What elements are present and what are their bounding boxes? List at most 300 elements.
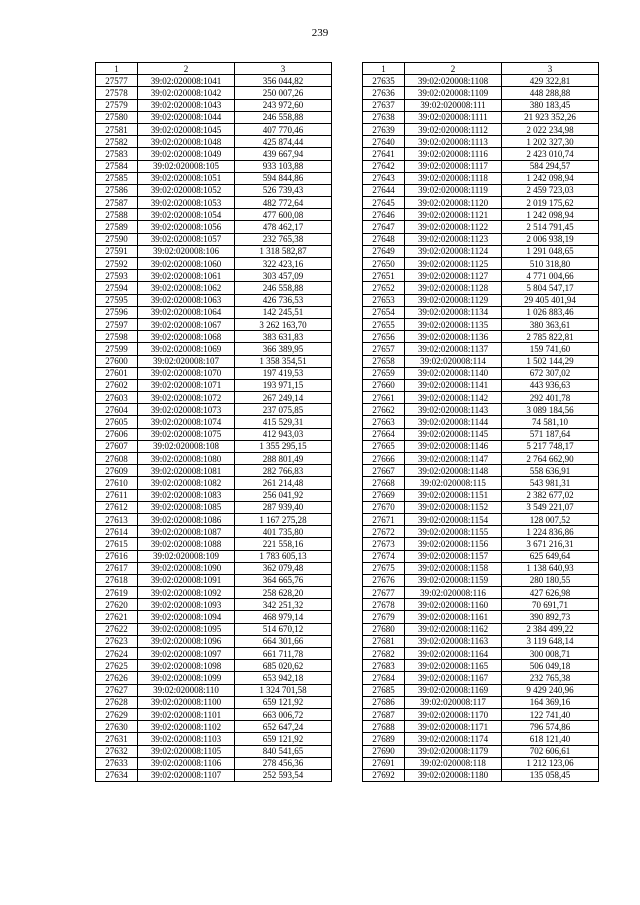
- value-cell: 29 405 401,94: [502, 294, 599, 306]
- value-cell: 280 180,55: [502, 574, 599, 586]
- cadastral-number-cell: 39:02:020008:1179: [405, 745, 502, 757]
- row-number-cell: 27667: [363, 465, 405, 477]
- row-number-cell: 27657: [363, 343, 405, 355]
- row-number-cell: 27583: [96, 148, 138, 160]
- row-number-cell: 27670: [363, 501, 405, 513]
- row-number-cell: 27593: [96, 270, 138, 282]
- column-header-cadastral: 2: [405, 63, 502, 75]
- table-row: [363, 428, 599, 440]
- cadastral-number-cell: 39:02:020008:1136: [405, 331, 502, 343]
- row-number-cell: 27584: [96, 160, 138, 172]
- table-row: [363, 136, 599, 148]
- table-row: [96, 367, 332, 379]
- cadastral-number-cell: 39:02:020008:1100: [138, 696, 235, 708]
- table-row: [96, 489, 332, 501]
- value-cell: 21 923 352,26: [502, 111, 599, 123]
- cadastral-number-cell: 39:02:020008:1160: [405, 599, 502, 611]
- table-row: [96, 306, 332, 318]
- row-number-cell: 27613: [96, 513, 138, 525]
- column-header-number: 1: [96, 63, 138, 75]
- cadastral-number-cell: 39:02:020008:1180: [405, 769, 502, 781]
- cadastral-number-cell: 39:02:020008:1064: [138, 306, 235, 318]
- cadastral-number-cell: 39:02:020008:1128: [405, 282, 502, 294]
- column-header-value: 3: [235, 63, 332, 75]
- table-row: [96, 258, 332, 270]
- cadastral-number-cell: 39:02:020008:1169: [405, 684, 502, 696]
- column-header-cadastral: 2: [138, 63, 235, 75]
- value-cell: 1 026 883,46: [502, 306, 599, 318]
- row-number-cell: 27597: [96, 318, 138, 330]
- cadastral-number-cell: 39:02:020008:117: [405, 696, 502, 708]
- row-number-cell: 27631: [96, 733, 138, 745]
- value-cell: 9 429 240,96: [502, 684, 599, 696]
- value-cell: 2 384 499,22: [502, 623, 599, 635]
- cadastral-number-cell: 39:02:020008:1107: [138, 769, 235, 781]
- cadastral-number-cell: 39:02:020008:1074: [138, 416, 235, 428]
- value-cell: 2 423 010,74: [502, 148, 599, 160]
- column-header-number: 1: [363, 63, 405, 75]
- value-cell: 1 783 605,13: [235, 550, 332, 562]
- row-number-cell: 27617: [96, 562, 138, 574]
- cadastral-number-cell: 39:02:020008:1054: [138, 209, 235, 221]
- table-row: [363, 148, 599, 160]
- row-number-cell: 27665: [363, 440, 405, 452]
- table-row: [96, 477, 332, 489]
- row-number-cell: 27590: [96, 233, 138, 245]
- row-number-cell: 27666: [363, 453, 405, 465]
- row-number-cell: 27603: [96, 392, 138, 404]
- row-number-cell: 27689: [363, 733, 405, 745]
- row-number-cell: 27581: [96, 123, 138, 135]
- value-cell: 197 419,53: [235, 367, 332, 379]
- row-number-cell: 27646: [363, 209, 405, 221]
- cadastral-number-cell: 39:02:020008:1135: [405, 318, 502, 330]
- value-cell: 3 089 184,56: [502, 404, 599, 416]
- table-row: [363, 769, 599, 781]
- row-number-cell: 27580: [96, 111, 138, 123]
- value-cell: 664 301,66: [235, 635, 332, 647]
- value-cell: 652 647,24: [235, 721, 332, 733]
- value-cell: 3 549 221,07: [502, 501, 599, 513]
- row-number-cell: 27653: [363, 294, 405, 306]
- row-number-cell: 27682: [363, 648, 405, 660]
- cadastral-number-cell: 39:02:020008:1072: [138, 392, 235, 404]
- row-number-cell: 27638: [363, 111, 405, 123]
- table-row: [363, 440, 599, 452]
- table-row: [363, 465, 599, 477]
- value-cell: 468 979,14: [235, 611, 332, 623]
- table-row: [363, 526, 599, 538]
- value-cell: 1 358 354,51: [235, 355, 332, 367]
- page-number: 239: [311, 27, 329, 39]
- row-number-cell: 27620: [96, 599, 138, 611]
- cadastral-number-cell: 39:02:020008:1113: [405, 136, 502, 148]
- value-cell: 362 079,48: [235, 562, 332, 574]
- value-cell: 288 801,49: [235, 453, 332, 465]
- cadastral-number-cell: 39:02:020008:1052: [138, 184, 235, 196]
- table-row: [363, 733, 599, 745]
- table-row: [363, 331, 599, 343]
- table-row: [363, 684, 599, 696]
- cadastral-number-cell: 39:02:020008:1075: [138, 428, 235, 440]
- value-cell: 401 735,80: [235, 526, 332, 538]
- register-table-right: [362, 62, 599, 782]
- table-row: [96, 160, 332, 172]
- cadastral-number-cell: 39:02:020008:1041: [138, 75, 235, 87]
- row-number-cell: 27643: [363, 172, 405, 184]
- table-row: [363, 416, 599, 428]
- row-number-cell: 27656: [363, 331, 405, 343]
- row-number-cell: 27626: [96, 672, 138, 684]
- row-number-cell: 27577: [96, 75, 138, 87]
- row-number-cell: 27629: [96, 708, 138, 720]
- cadastral-number-cell: 39:02:020008:1154: [405, 513, 502, 525]
- table-header: [96, 63, 332, 75]
- cadastral-number-cell: 39:02:020008:1071: [138, 379, 235, 391]
- value-cell: 232 765,38: [502, 672, 599, 684]
- value-cell: 256 041,92: [235, 489, 332, 501]
- row-number-cell: 27589: [96, 221, 138, 233]
- table-row: [96, 221, 332, 233]
- table-row: [96, 733, 332, 745]
- table-row: [363, 696, 599, 708]
- cadastral-number-cell: 39:02:020008:1143: [405, 404, 502, 416]
- cadastral-number-cell: 39:02:020008:1121: [405, 209, 502, 221]
- cadastral-number-cell: 39:02:020008:1090: [138, 562, 235, 574]
- cadastral-number-cell: 39:02:020008:1102: [138, 721, 235, 733]
- row-number-cell: 27650: [363, 258, 405, 270]
- cadastral-number-cell: 39:02:020008:1053: [138, 197, 235, 209]
- table-row: [363, 489, 599, 501]
- cadastral-number-cell: 39:02:020008:1088: [138, 538, 235, 550]
- table-row: [96, 574, 332, 586]
- value-cell: 135 058,45: [502, 769, 599, 781]
- cadastral-number-cell: 39:02:020008:1163: [405, 635, 502, 647]
- table-row: [363, 172, 599, 184]
- row-number-cell: 27652: [363, 282, 405, 294]
- row-number-cell: 27586: [96, 184, 138, 196]
- row-number-cell: 27632: [96, 745, 138, 757]
- value-cell: 571 187,64: [502, 428, 599, 440]
- value-cell: 659 121,92: [235, 733, 332, 745]
- cadastral-number-cell: 39:02:020008:1085: [138, 501, 235, 513]
- table-row: [363, 184, 599, 196]
- value-cell: 2 459 723,03: [502, 184, 599, 196]
- table-row: [96, 318, 332, 330]
- value-cell: 250 007,26: [235, 87, 332, 99]
- cadastral-number-cell: 39:02:020008:1057: [138, 233, 235, 245]
- row-number-cell: 27662: [363, 404, 405, 416]
- value-cell: 584 294,57: [502, 160, 599, 172]
- row-number-cell: 27680: [363, 623, 405, 635]
- row-number-cell: 27649: [363, 245, 405, 257]
- cadastral-number-cell: 39:02:020008:1151: [405, 489, 502, 501]
- value-cell: 164 369,16: [502, 696, 599, 708]
- value-cell: 663 006,72: [235, 708, 332, 720]
- table-row: [363, 379, 599, 391]
- cadastral-number-cell: 39:02:020008:118: [405, 757, 502, 769]
- table-row: [96, 672, 332, 684]
- table-row: [363, 721, 599, 733]
- value-cell: 506 049,18: [502, 660, 599, 672]
- row-number-cell: 27585: [96, 172, 138, 184]
- value-cell: 243 972,60: [235, 99, 332, 111]
- value-cell: 653 942,18: [235, 672, 332, 684]
- table-row: [363, 282, 599, 294]
- cadastral-number-cell: 39:02:020008:1122: [405, 221, 502, 233]
- value-cell: 702 606,61: [502, 745, 599, 757]
- table-row: [363, 708, 599, 720]
- cadastral-number-cell: 39:02:020008:1056: [138, 221, 235, 233]
- table-row: [363, 270, 599, 282]
- cadastral-number-cell: 39:02:020008:105: [138, 160, 235, 172]
- cadastral-number-cell: 39:02:020008:1171: [405, 721, 502, 733]
- cadastral-number-cell: 39:02:020008:1129: [405, 294, 502, 306]
- row-number-cell: 27658: [363, 355, 405, 367]
- value-cell: 1 224 836,86: [502, 526, 599, 538]
- row-number-cell: 27591: [96, 245, 138, 257]
- row-number-cell: 27619: [96, 587, 138, 599]
- row-number-cell: 27599: [96, 343, 138, 355]
- table-row: [96, 294, 332, 306]
- value-cell: 342 251,32: [235, 599, 332, 611]
- value-cell: 128 007,52: [502, 513, 599, 525]
- row-number-cell: 27594: [96, 282, 138, 294]
- cadastral-number-cell: 39:02:020008:1137: [405, 343, 502, 355]
- value-cell: 2 764 662,90: [502, 453, 599, 465]
- table-row: [363, 574, 599, 586]
- value-cell: 232 765,38: [235, 233, 332, 245]
- table-row: [363, 343, 599, 355]
- row-number-cell: 27621: [96, 611, 138, 623]
- value-cell: 558 636,91: [502, 465, 599, 477]
- table-row: [96, 611, 332, 623]
- cadastral-number-cell: 39:02:020008:115: [405, 477, 502, 489]
- table-row: [363, 501, 599, 513]
- cadastral-number-cell: 39:02:020008:1082: [138, 477, 235, 489]
- value-cell: 237 075,85: [235, 404, 332, 416]
- table-row: [363, 404, 599, 416]
- value-cell: 2 006 938,19: [502, 233, 599, 245]
- value-cell: 427 626,98: [502, 587, 599, 599]
- table-row: [96, 123, 332, 135]
- value-cell: 122 741,40: [502, 708, 599, 720]
- value-cell: 1 242 098,94: [502, 209, 599, 221]
- cadastral-number-cell: 39:02:020008:1049: [138, 148, 235, 160]
- cadastral-number-cell: 39:02:020008:1093: [138, 599, 235, 611]
- value-cell: 252 593,54: [235, 769, 332, 781]
- row-number-cell: 27644: [363, 184, 405, 196]
- row-number-cell: 27608: [96, 453, 138, 465]
- value-cell: 70 691,71: [502, 599, 599, 611]
- value-cell: 278 456,36: [235, 757, 332, 769]
- table-row: [363, 745, 599, 757]
- row-number-cell: 27605: [96, 416, 138, 428]
- value-cell: 2 785 822,81: [502, 331, 599, 343]
- value-cell: 1 318 582,87: [235, 245, 332, 257]
- cadastral-number-cell: 39:02:020008:1127: [405, 270, 502, 282]
- row-number-cell: 27627: [96, 684, 138, 696]
- table-row: [363, 318, 599, 330]
- value-cell: 287 939,40: [235, 501, 332, 513]
- cadastral-number-cell: 39:02:020008:1124: [405, 245, 502, 257]
- cadastral-number-cell: 39:02:020008:1157: [405, 550, 502, 562]
- cadastral-number-cell: 39:02:020008:1043: [138, 99, 235, 111]
- cadastral-number-cell: 39:02:020008:1152: [405, 501, 502, 513]
- value-cell: 356 044,82: [235, 75, 332, 87]
- cadastral-number-cell: 39:02:020008:1120: [405, 197, 502, 209]
- cadastral-number-cell: 39:02:020008:1083: [138, 489, 235, 501]
- table-row: [363, 294, 599, 306]
- row-number-cell: 27634: [96, 769, 138, 781]
- cadastral-number-cell: 39:02:020008:1140: [405, 367, 502, 379]
- value-cell: 5 217 748,17: [502, 440, 599, 452]
- value-cell: 267 249,14: [235, 392, 332, 404]
- value-cell: 1 242 098,94: [502, 172, 599, 184]
- cadastral-number-cell: 39:02:020008:1161: [405, 611, 502, 623]
- row-number-cell: 27602: [96, 379, 138, 391]
- row-number-cell: 27678: [363, 599, 405, 611]
- value-cell: 246 558,88: [235, 282, 332, 294]
- value-cell: 594 844,86: [235, 172, 332, 184]
- row-number-cell: 27659: [363, 367, 405, 379]
- table-row: [363, 538, 599, 550]
- table-row: [96, 270, 332, 282]
- value-cell: 261 214,48: [235, 477, 332, 489]
- value-cell: 246 558,88: [235, 111, 332, 123]
- value-cell: 514 670,12: [235, 623, 332, 635]
- table-row: [363, 623, 599, 635]
- table-row: [96, 635, 332, 647]
- table-row: [363, 123, 599, 135]
- cadastral-number-cell: 39:02:020008:1119: [405, 184, 502, 196]
- table-row: [96, 501, 332, 513]
- cadastral-number-cell: 39:02:020008:1044: [138, 111, 235, 123]
- row-number-cell: 27683: [363, 660, 405, 672]
- row-number-cell: 27685: [363, 684, 405, 696]
- row-number-cell: 27679: [363, 611, 405, 623]
- value-cell: 840 541,65: [235, 745, 332, 757]
- table-row: [363, 635, 599, 647]
- cadastral-number-cell: 39:02:020008:116: [405, 587, 502, 599]
- cadastral-number-cell: 39:02:020008:1063: [138, 294, 235, 306]
- cadastral-number-cell: 39:02:020008:1067: [138, 318, 235, 330]
- table-row: [96, 209, 332, 221]
- table-row: [96, 245, 332, 257]
- row-number-cell: 27639: [363, 123, 405, 135]
- table-row: [96, 648, 332, 660]
- row-number-cell: 27675: [363, 562, 405, 574]
- value-cell: 2 022 234,98: [502, 123, 599, 135]
- cadastral-number-cell: 39:02:020008:1087: [138, 526, 235, 538]
- value-cell: 796 574,86: [502, 721, 599, 733]
- value-cell: 221 558,16: [235, 538, 332, 550]
- row-number-cell: 27601: [96, 367, 138, 379]
- value-cell: 1 355 295,15: [235, 440, 332, 452]
- value-cell: 380 183,45: [502, 99, 599, 111]
- row-number-cell: 27668: [363, 477, 405, 489]
- table-row: [96, 197, 332, 209]
- row-number-cell: 27587: [96, 197, 138, 209]
- value-cell: 407 770,46: [235, 123, 332, 135]
- row-number-cell: 27609: [96, 465, 138, 477]
- cadastral-number-cell: 39:02:020008:1159: [405, 574, 502, 586]
- register-table-left: [95, 62, 332, 782]
- row-number-cell: 27596: [96, 306, 138, 318]
- cadastral-number-cell: 39:02:020008:1146: [405, 440, 502, 452]
- value-cell: 2 382 677,02: [502, 489, 599, 501]
- table-row: [96, 513, 332, 525]
- row-number-cell: 27640: [363, 136, 405, 148]
- row-number-cell: 27598: [96, 331, 138, 343]
- row-number-cell: 27672: [363, 526, 405, 538]
- cadastral-number-cell: 39:02:020008:1164: [405, 648, 502, 660]
- cadastral-number-cell: 39:02:020008:1108: [405, 75, 502, 87]
- table-row: [363, 160, 599, 172]
- value-cell: 543 981,31: [502, 477, 599, 489]
- row-number-cell: 27630: [96, 721, 138, 733]
- value-cell: 366 389,95: [235, 343, 332, 355]
- table-row: [363, 757, 599, 769]
- cadastral-number-cell: 39:02:020008:1098: [138, 660, 235, 672]
- value-cell: 292 401,78: [502, 392, 599, 404]
- cadastral-number-cell: 39:02:020008:1095: [138, 623, 235, 635]
- cadastral-number-cell: 39:02:020008:1118: [405, 172, 502, 184]
- cadastral-number-cell: 39:02:020008:1158: [405, 562, 502, 574]
- cadastral-number-cell: 39:02:020008:1045: [138, 123, 235, 135]
- cadastral-number-cell: 39:02:020008:1062: [138, 282, 235, 294]
- row-number-cell: 27674: [363, 550, 405, 562]
- row-number-cell: 27625: [96, 660, 138, 672]
- value-cell: 1 202 327,30: [502, 136, 599, 148]
- cadastral-number-cell: 39:02:020008:1141: [405, 379, 502, 391]
- cadastral-number-cell: 39:02:020008:1070: [138, 367, 235, 379]
- table-row: [96, 562, 332, 574]
- table-row: [96, 355, 332, 367]
- row-number-cell: 27677: [363, 587, 405, 599]
- value-cell: 282 766,83: [235, 465, 332, 477]
- cadastral-number-cell: 39:02:020008:1097: [138, 648, 235, 660]
- table-row: [363, 453, 599, 465]
- cadastral-number-cell: 39:02:020008:1105: [138, 745, 235, 757]
- table-row: [363, 99, 599, 111]
- value-cell: 303 457,09: [235, 270, 332, 282]
- table-row: [96, 599, 332, 611]
- table-row: [363, 477, 599, 489]
- value-cell: 3 262 163,70: [235, 318, 332, 330]
- cadastral-number-cell: 39:02:020008:108: [138, 440, 235, 452]
- table-row: [363, 245, 599, 257]
- row-number-cell: 27669: [363, 489, 405, 501]
- value-cell: 2 019 175,62: [502, 197, 599, 209]
- row-number-cell: 27671: [363, 513, 405, 525]
- table-header: [363, 63, 599, 75]
- value-cell: 429 322,81: [502, 75, 599, 87]
- cadastral-number-cell: 39:02:020008:1156: [405, 538, 502, 550]
- value-cell: 322 423,16: [235, 258, 332, 270]
- cadastral-number-cell: 39:02:020008:1165: [405, 660, 502, 672]
- cadastral-number-cell: 39:02:020008:107: [138, 355, 235, 367]
- value-cell: 258 628,20: [235, 587, 332, 599]
- cadastral-number-cell: 39:02:020008:1060: [138, 258, 235, 270]
- cadastral-number-cell: 39:02:020008:111: [405, 99, 502, 111]
- row-number-cell: 27635: [363, 75, 405, 87]
- row-number-cell: 27691: [363, 757, 405, 769]
- row-number-cell: 27636: [363, 87, 405, 99]
- table-row: [96, 550, 332, 562]
- row-number-cell: 27623: [96, 635, 138, 647]
- value-cell: 526 739,43: [235, 184, 332, 196]
